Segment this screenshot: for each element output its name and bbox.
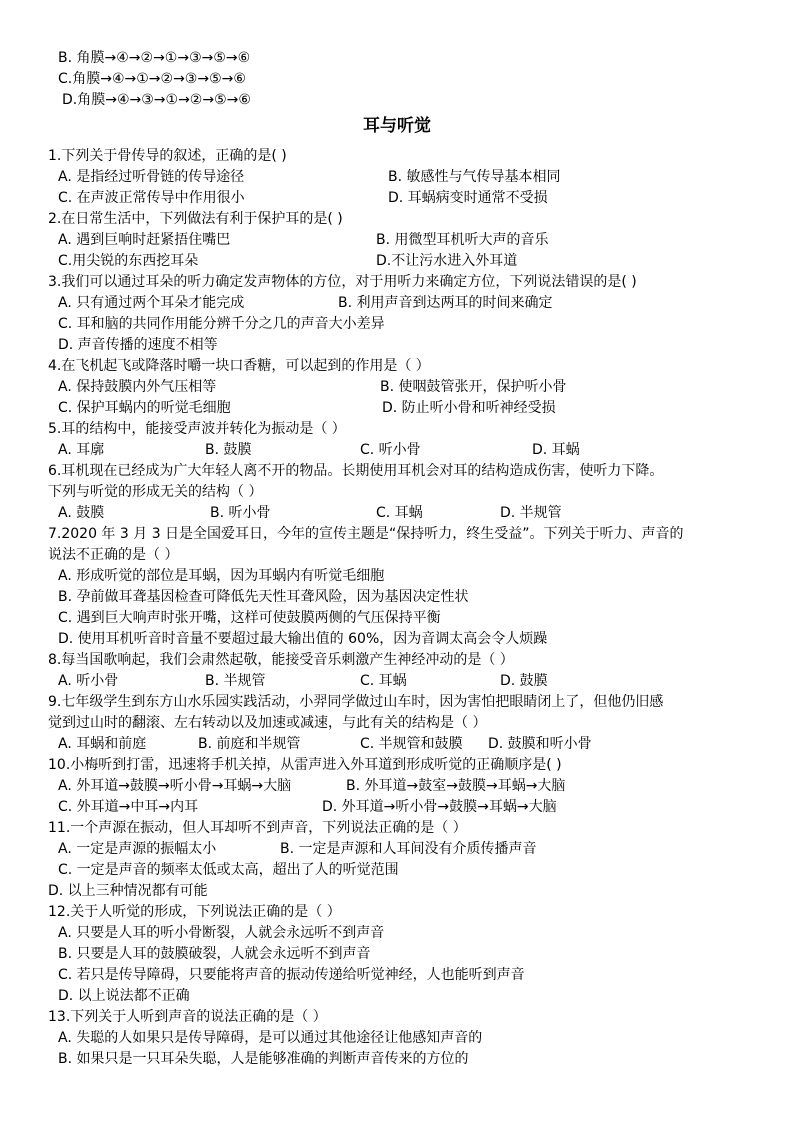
question-9-option-c: C. 半规管和鼓膜 bbox=[360, 736, 463, 752]
question-12-stem: 12.关于人听觉的形成，下列说法正确的是（ ） bbox=[48, 904, 341, 920]
question-9-stem-line1: 9.七年级学生到东方山水乐园实践活动，小羿同学做过山车时，因为害怕把眼睛闭上了，但他仍旧感 bbox=[48, 694, 664, 710]
question-6-option-c: C. 耳蜗 bbox=[376, 505, 423, 521]
question-2-stem: 2.在日常生活中，下列做法有利于保护耳的是( ) bbox=[48, 211, 343, 227]
question-8-option-b: B. 半规管 bbox=[205, 673, 266, 689]
question-6-option-b: B. 听小骨 bbox=[210, 505, 271, 521]
question-12-option-c: C. 若只是传导障碍，只要能将声音的振动传递给听觉神经，人也能听到声音 bbox=[58, 967, 525, 983]
question-11-option-a: A. 一定是声源的振幅太小 bbox=[58, 841, 217, 857]
question-8-stem: 8.每当国歌响起，我们会肃然起敬，能接受音乐刺激产生神经冲动的是（ ） bbox=[48, 652, 514, 668]
option-c-top: C.角膜→④→①→②→③→⑤→⑥ bbox=[58, 71, 246, 87]
question-6-stem-line1: 6.耳机现在已经成为广大年轻人离不开的物品。长期使用耳机会对耳的结构造成伤害，使听力下降。 bbox=[48, 463, 664, 479]
question-1-option-c: C. 在声波正常传导中作用很小 bbox=[58, 190, 245, 206]
question-10-option-c: C. 外耳道→中耳→内耳 bbox=[58, 799, 199, 815]
question-8-option-a: A. 听小骨 bbox=[58, 673, 119, 689]
question-4-option-b: B. 使咽鼓管张开，保护听小骨 bbox=[380, 379, 567, 395]
question-11-option-d: D. 以上三种情况都有可能 bbox=[48, 883, 208, 899]
question-11-stem: 11.一个声源在振动，但人耳却听不到声音，下列说法正确的是（ ） bbox=[48, 820, 467, 836]
option-d-top: D.角膜→④→③→①→②→⑤→⑥ bbox=[62, 92, 251, 108]
question-7-stem-line1: 7.2020 年 3 月 3 日是全国爱耳日，今年的宣传主题是“保持听力，终生受益”。下列关于听力、声音的 bbox=[48, 526, 684, 542]
question-3-option-c: C. 耳和脑的共同作用能分辨千分之几的声音大小差异 bbox=[58, 316, 385, 332]
question-4-stem: 4.在飞机起飞或降落时嚼一块口香糖，可以起到的作用是（ ） bbox=[48, 358, 430, 374]
question-1-option-b: B. 敏感性与气传导基本相同 bbox=[388, 169, 561, 185]
question-3-option-d: D. 声音传播的速度不相等 bbox=[58, 337, 218, 353]
question-10-option-d: D. 外耳道→听小骨→鼓膜→耳蜗→大脑 bbox=[322, 799, 557, 815]
question-8-option-d: D. 鼓膜 bbox=[500, 673, 548, 689]
question-4-option-c: C. 保护耳蜗内的听觉毛细胞 bbox=[58, 400, 231, 416]
question-11-option-c: C. 一定是声音的频率太低或太高，超出了人的听觉范围 bbox=[58, 862, 399, 878]
question-13-stem: 13.下列关于人听到声音的说法正确的是（ ） bbox=[48, 1009, 327, 1025]
question-5-option-a: A. 耳廓 bbox=[58, 442, 105, 458]
question-9-option-d: D. 鼓膜和听小骨 bbox=[488, 736, 592, 752]
question-8-option-c: C. 耳蜗 bbox=[360, 673, 407, 689]
question-3-option-a: A. 只有通过两个耳朵才能完成 bbox=[58, 295, 245, 311]
question-3-option-b: B. 利用声音到达两耳的时间来确定 bbox=[338, 295, 553, 311]
question-13-option-b: B. 如果只是一只耳朵失聪，人是能够准确的判断声音传来的方位的 bbox=[58, 1051, 469, 1067]
question-7-option-c: C. 遇到巨大响声时张开嘴，这样可使鼓膜两侧的气压保持平衡 bbox=[58, 610, 441, 626]
question-2-option-b: B. 用微型耳机听大声的音乐 bbox=[376, 232, 549, 248]
question-3-stem: 3.我们可以通过耳朵的听力确定发声物体的方位，对于用听力来确定方位，下列说法错误的是( ) bbox=[48, 274, 637, 290]
question-5-option-d: D. 耳蜗 bbox=[532, 442, 580, 458]
question-9-stem-line2: 觉到过山时的翻滚、左右转动以及加速或减速，与此有关的结构是（ ） bbox=[48, 715, 487, 731]
question-5-option-c: C. 听小骨 bbox=[360, 442, 421, 458]
question-5-stem: 5.耳的结构中，能接受声波并转化为振动是（ ） bbox=[48, 421, 346, 437]
section-title: 耳与听觉 bbox=[363, 116, 431, 136]
question-4-option-d: D. 防止听小骨和听神经受损 bbox=[382, 400, 556, 416]
question-10-stem: 10.小梅听到打雷，迅速将手机关掉，从雷声进入外耳道到形成听觉的正确顺序是( ) bbox=[48, 757, 562, 773]
question-6-stem-line2: 下列与听觉的形成无关的结构（ ） bbox=[48, 484, 263, 500]
question-9-option-a: A. 耳蜗和前庭 bbox=[58, 736, 147, 752]
question-13-option-a: A. 失聪的人如果只是传导障碍，是可以通过其他途径让他感知声音的 bbox=[58, 1030, 483, 1046]
question-2-option-d: D.不让污水进入外耳道 bbox=[376, 253, 518, 269]
question-5-option-b: B. 鼓膜 bbox=[205, 442, 252, 458]
question-12-option-d: D. 以上说法都不正确 bbox=[58, 988, 190, 1004]
question-12-option-a: A. 只要是人耳的听小骨断裂，人就会永远听不到声音 bbox=[58, 925, 385, 941]
question-10-option-a: A. 外耳道→鼓膜→听小骨→耳蜗→大脑 bbox=[58, 778, 292, 794]
question-7-stem-line2: 说法不正确的是（ ） bbox=[48, 547, 179, 563]
question-11-option-b: B. 一定是声源和人耳间没有介质传播声音 bbox=[280, 841, 537, 857]
question-2-option-a: A. 遇到巨响时赶紧捂住嘴巴 bbox=[58, 232, 231, 248]
question-1-stem: 1.下列关于骨传导的叙述，正确的是( ) bbox=[48, 148, 287, 164]
question-1-option-d: D. 耳蜗病变时通常不受损 bbox=[388, 190, 548, 206]
question-7-option-b: B. 孕前做耳聋基因检查可降低先天性耳聋风险，因为基因决定性状 bbox=[58, 589, 469, 605]
question-7-option-d: D. 使用耳机听音时音量不要超过最大输出值的 60%，因为音调太高会令人烦躁 bbox=[58, 631, 548, 647]
question-7-option-a: A. 形成听觉的部位是耳蜗，因为耳蜗内有听觉毛细胞 bbox=[58, 568, 385, 584]
question-12-option-b: B. 只要是人耳的鼓膜破裂，人就会永远听不到声音 bbox=[58, 946, 371, 962]
question-10-option-b: B. 外耳道→鼓室→鼓膜→耳蜗→大脑 bbox=[346, 778, 566, 794]
question-6-option-a: A. 鼓膜 bbox=[58, 505, 105, 521]
question-2-option-c: C.用尖锐的东西挖耳朵 bbox=[58, 253, 199, 269]
question-1-option-a: A. 是指经过听骨链的传导途径 bbox=[58, 169, 245, 185]
question-6-option-d: D. 半规管 bbox=[500, 505, 562, 521]
option-b-top: B. 角膜→④→②→①→③→⑤→⑥ bbox=[58, 50, 251, 66]
question-9-option-b: B. 前庭和半规管 bbox=[198, 736, 301, 752]
question-4-option-a: A. 保持鼓膜内外气压相等 bbox=[58, 379, 217, 395]
